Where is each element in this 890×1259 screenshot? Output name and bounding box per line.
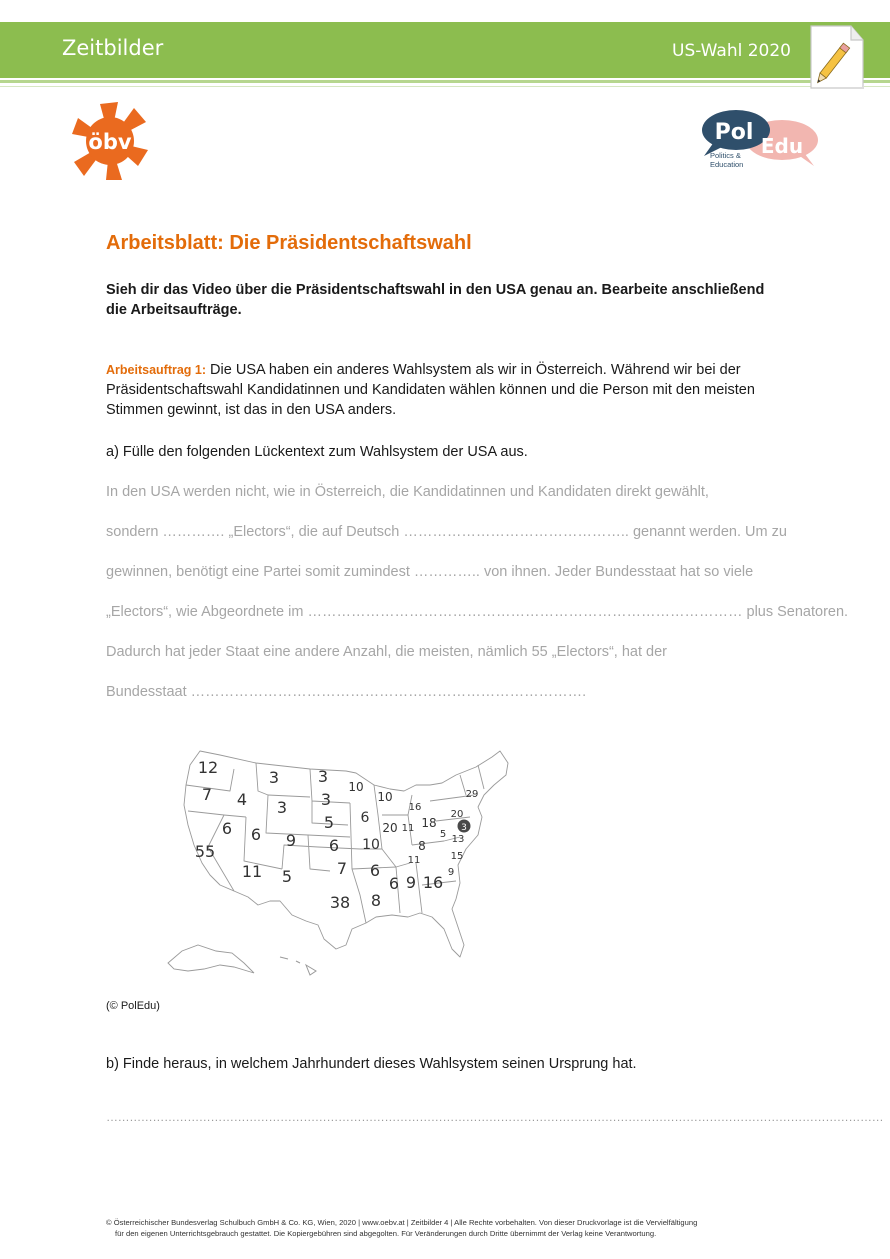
cloze-line: Bundesstaat ………………………………………………………………………. bbox=[106, 684, 587, 700]
poledu-logo bbox=[694, 108, 826, 172]
map-ev-label: 9 bbox=[285, 831, 297, 850]
answer-line[interactable]: ………………………………………………………………………………………………………………………………………………………………………………… bbox=[106, 1110, 884, 1124]
poledu-logo-pol: Pol bbox=[714, 120, 754, 145]
task-a-instruction: a) Fülle den folgenden Lückentext zum Wahlsystem der USA aus. bbox=[106, 444, 528, 460]
map-ev-label: 38 bbox=[329, 893, 351, 912]
task-1 bbox=[106, 360, 796, 420]
worksheet-title: Arbeitsblatt: Die Präsidentschaftswahl bbox=[106, 232, 472, 254]
map-ev-label: 18 bbox=[421, 816, 437, 830]
map-ev-label: 3 bbox=[276, 798, 288, 817]
map-alaska bbox=[168, 945, 254, 973]
map-ev-label: 12 bbox=[197, 758, 219, 777]
map-ev-label: 5 bbox=[439, 829, 447, 840]
map-ev-label: 9 bbox=[447, 867, 455, 878]
worksheet-intro: Sieh dir das Video über die Präsidentschaftswahl in den USA genau an. Bearbeite anschließend die Arbeitsaufträge. bbox=[106, 282, 765, 318]
map-ev-label: 11 bbox=[407, 855, 421, 866]
map-credit: (© PolEdu) bbox=[106, 1000, 160, 1012]
map-ev-label: 10 bbox=[377, 790, 393, 804]
map-ev-label: 15 bbox=[450, 851, 464, 862]
map-ev-label: 6 bbox=[328, 836, 340, 855]
map-ev-label: 3 bbox=[461, 823, 467, 833]
map-ev-label: 4 bbox=[236, 790, 248, 809]
cloze-line: In den USA werden nicht, wie in Österreich, die Kandidatinnen und Kandidaten direkt gewählt, bbox=[106, 484, 709, 500]
map-ev-label: 6 bbox=[360, 810, 370, 826]
poledu-tagline-1: Politics & bbox=[710, 151, 741, 160]
footer-line-2: für den eigenen Unterrichtsgebrauch gestattet. Die Kopiergebühren sind abgegolten. Für Veränderungen durch Dritte übernimmt der Verlag keine Verantwortung. bbox=[115, 1228, 657, 1238]
map-ev-label: 29 bbox=[465, 789, 479, 800]
task-b-instruction: b) Finde heraus, in welchem Jahrhundert dieses Wahlsystem seinen Ursprung hat. bbox=[106, 1056, 637, 1072]
map-ev-label: 3 bbox=[268, 768, 280, 787]
map-hawaii bbox=[280, 957, 316, 975]
cloze-line: gewinnen, benötigt eine Partei somit zumindest ………….. von ihnen. Jeder Bundesstaat hat so viele bbox=[106, 564, 754, 580]
cloze-line: Dadurch hat jeder Staat eine andere Anzahl, die meisten, nämlich 55 „Electors“, hat der bbox=[106, 644, 667, 660]
map-ev-label: 8 bbox=[418, 839, 426, 853]
map-ev-label: 10 bbox=[348, 780, 364, 794]
map-ev-label: 3 bbox=[320, 790, 332, 809]
map-ev-label: 11 bbox=[401, 823, 415, 834]
cloze-line: sondern …………. „Electors“, die auf Deutsch ……………………………………….. genannt werden. Um zu bbox=[106, 524, 787, 540]
map-ev-label: 20 bbox=[450, 809, 464, 820]
obv-logo bbox=[70, 100, 150, 182]
map-ev-label: 11 bbox=[241, 862, 263, 881]
cloze-line: „Electors“, wie Abgeordnete im ……………………………………………………………………………… plus Senatoren. bbox=[106, 604, 849, 620]
map-ev-label: 5 bbox=[281, 867, 293, 886]
map-ev-label: 13 bbox=[451, 834, 465, 845]
map-ev-label: 6 bbox=[388, 874, 400, 893]
map-ev-label: 6 bbox=[250, 825, 262, 844]
map-ev-label: 20 bbox=[382, 821, 398, 835]
header-topic: US-Wahl 2020 bbox=[672, 41, 791, 61]
map-ev-label: 16 bbox=[422, 873, 444, 892]
header-divider bbox=[0, 80, 890, 83]
map-ev-label: 55 bbox=[194, 842, 216, 861]
usa-electoral-map bbox=[160, 745, 520, 977]
map-ev-label: 6 bbox=[221, 819, 233, 838]
map-ev-label: 3 bbox=[317, 767, 329, 786]
map-ev-label: 7 bbox=[201, 785, 213, 804]
map-ev-label: 5 bbox=[323, 813, 335, 832]
map-ev-label: 8 bbox=[370, 891, 382, 910]
map-ev-label: 7 bbox=[336, 859, 348, 878]
header-divider-thin bbox=[0, 86, 890, 87]
map-ev-label: 9 bbox=[405, 873, 417, 892]
map-ev-label: 10 bbox=[362, 837, 380, 853]
footer-line-1: © Österreichischer Bundesverlag Schulbuch GmbH & Co. KG, Wien, 2020 | www.oebv.at | Zeitbilder 4 | Alle Rechte vorbehalten. Von dieser Druckvorlage ist die Vervielfältigung bbox=[106, 1218, 698, 1227]
task-1-label: Arbeitsauftrag 1: bbox=[106, 363, 207, 377]
obv-logo-text: öbv bbox=[88, 130, 132, 154]
map-ev-label: 6 bbox=[369, 861, 381, 880]
worksheet-pencil-icon bbox=[805, 22, 867, 92]
poledu-tagline-2: Education bbox=[710, 160, 744, 169]
poledu-logo-edu: Edu bbox=[760, 134, 804, 158]
header-title: Zeitbilder bbox=[62, 36, 164, 60]
map-ev-label: 16 bbox=[408, 802, 422, 813]
task-1-text: Die USA haben ein anderes Wahlsystem als wir in Österreich. Während wir bei der Präsidentschaftswahl Kandidatinnen und Kandidaten wählen können und die Person mit den meisten Stimmen gewinnt, ist das in den USA anders. bbox=[106, 362, 755, 418]
footer-copyright bbox=[106, 1218, 796, 1239]
